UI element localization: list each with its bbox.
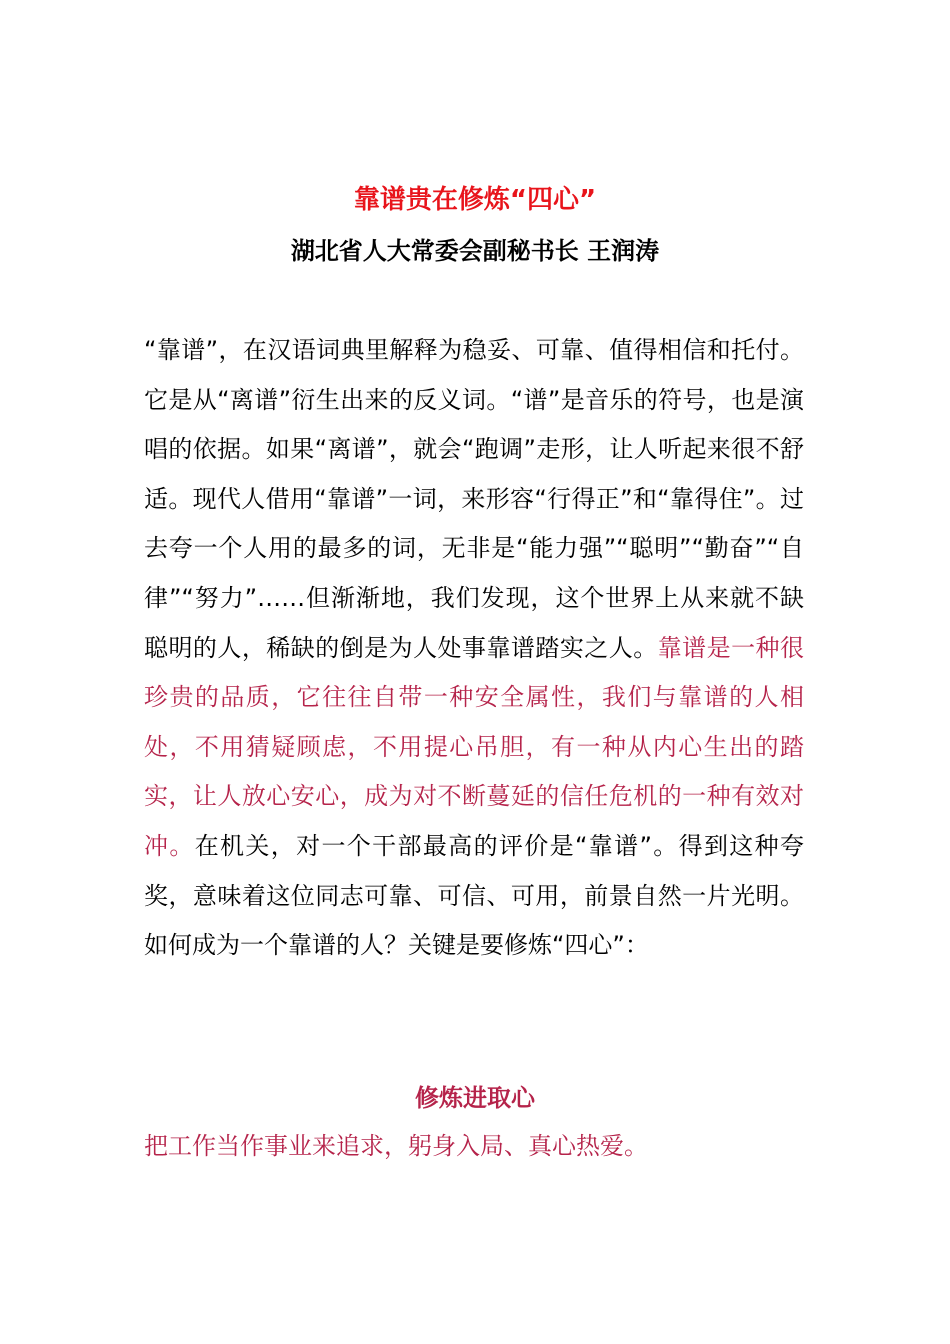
section-text-progress: 把工作当作事业来追求，躬身入局、真心热爱。: [144, 1132, 648, 1160]
intro-paragraph: [144, 326, 804, 971]
article-title: 靠谱贵在修炼“四心”: [353, 185, 597, 215]
intro-text-part2: 在机关，对一个干部最高的评价是“靠谱”。得到这种夸奖，意味着这位同志可靠、可信、可用，前景自然一片光明。如何成为一个靠谱的人？关键是要修炼“四心”：: [144, 831, 804, 960]
article-author: 湖北省人大常委会副秘书长 王润涛: [290, 237, 660, 265]
intro-text-part1: “靠谱”，在汉语词典里解释为稳妥、可靠、值得相信和托付。它是从“离谱”衍生出来的反义词。“谱”是音乐的符号，也是演唱的依据。如果“离谱”，就会“跑调”走形，让人听起来很不舒适。现代人借用“靠谱”一词，来形容“行得正”和“靠得住”。过去夸一个人用的最多的词，无非是“能力强”“聪明”“勤奋”“自律”“努力”……但渐渐地，我们发现，这个世界上从来就不缺聪明的人，稀缺的倒是为人处事靠谱踏实之人。: [144, 336, 804, 662]
intro-highlight: 靠谱是一种很珍贵的品质，它往往自带一种安全属性，我们与靠谱的人相处，不用猜疑顾虑，不用提心吊胆，有一种从内心生出的踏实，让人放心安心，成为对不断蔓延的信任危机的一种有效对冲。: [144, 633, 805, 860]
section-heading-progress: 修炼进取心: [415, 1084, 535, 1112]
